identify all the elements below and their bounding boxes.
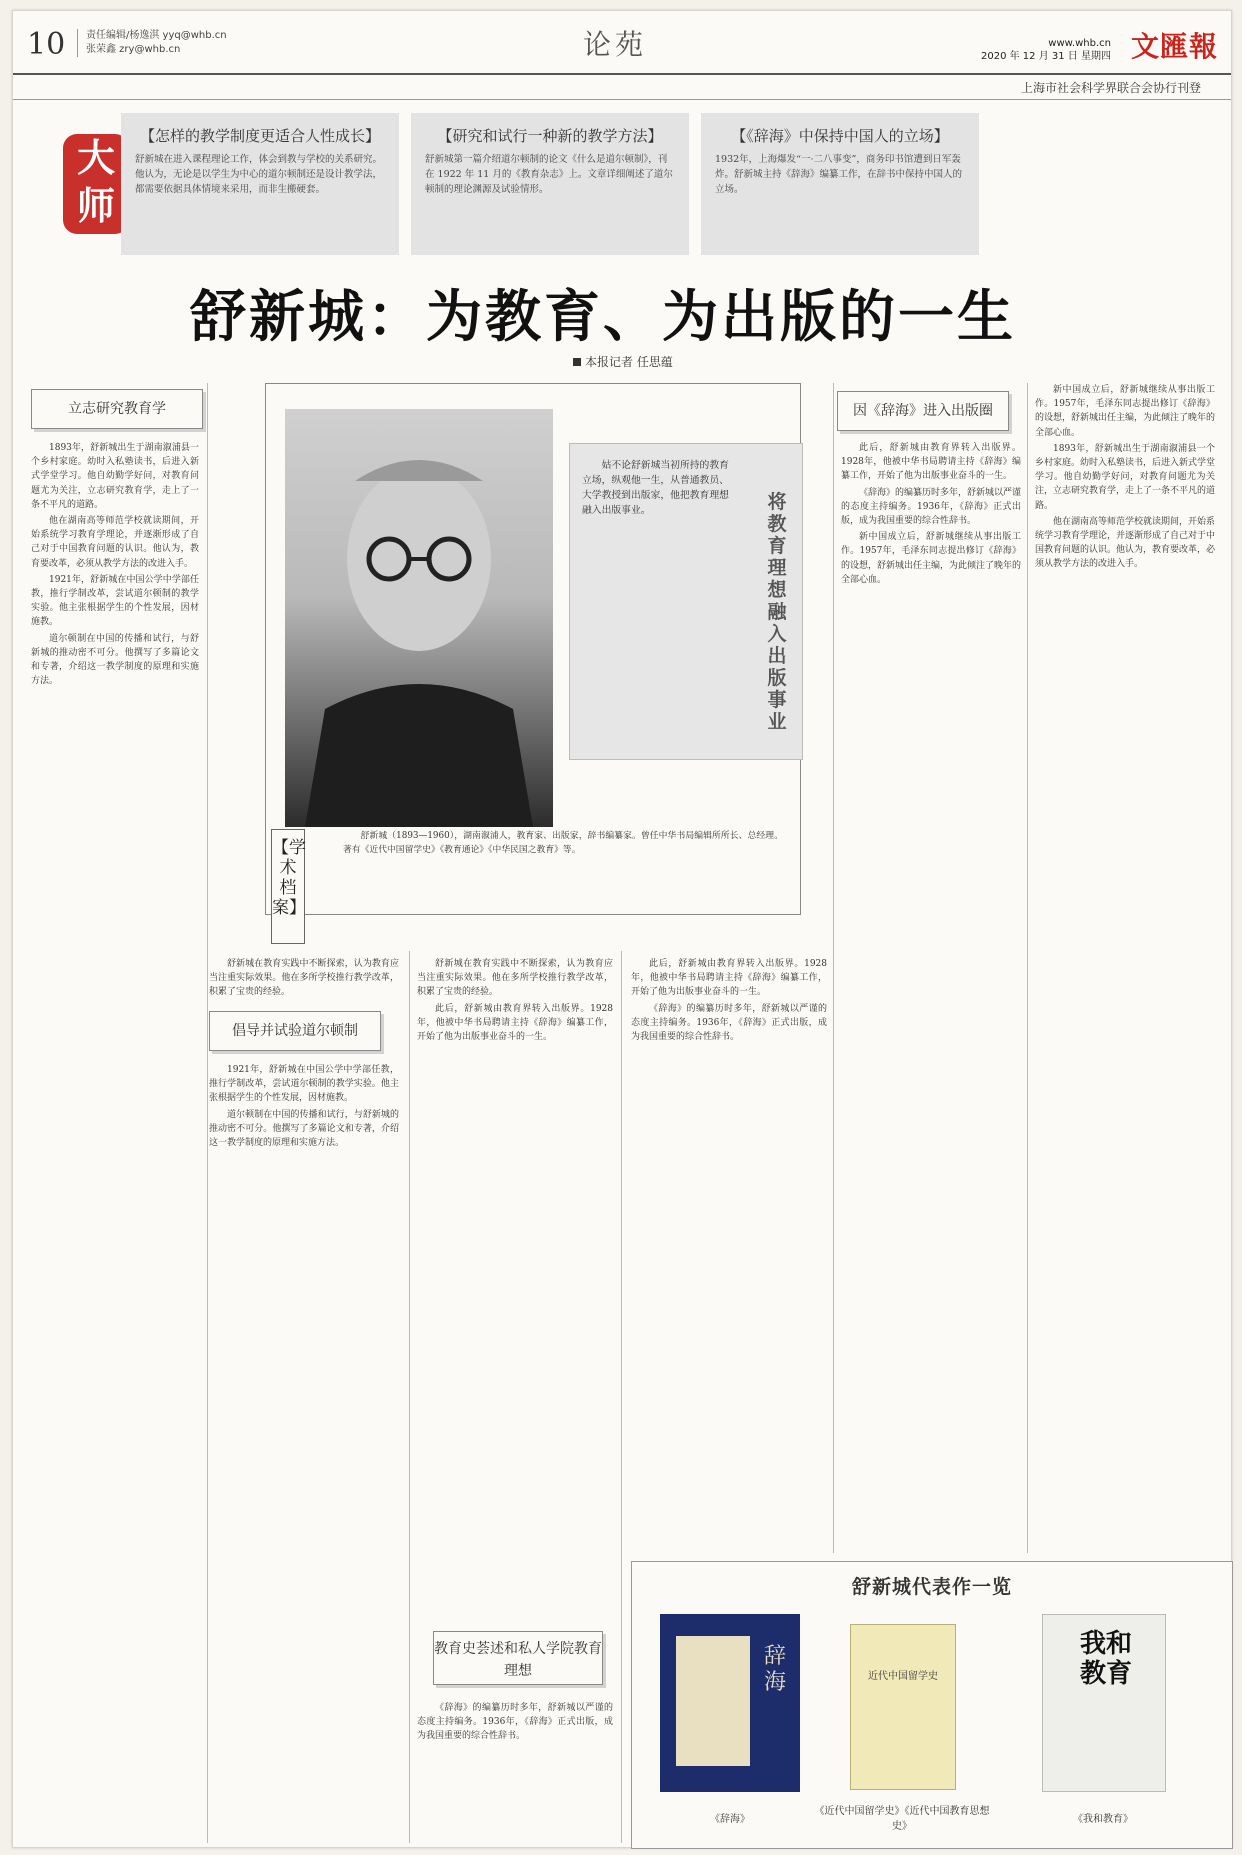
masthead [13,11,1231,75]
article-column-2-top: 舒新城在教育实践中不断探索，认为教育应当注重实际效果。他在多所学校推行教学改革，积累了宝贵的经验。 [209,959,399,997]
teaser-text: 舒新城在进入课程理论工作，体会到教与学校的关系研究。他认为，无论是以学生为中心的道尔顿制还是设计教学法，都需要依据具体情境来采用，而非生搬硬套。 [135,154,383,195]
editor-line-1: 责任编辑/杨逸淇 yyq@whb.cn [86,30,227,41]
teaser-title: 【《辞海》中保持中国人的立场】 [731,127,949,145]
article-column-3-bottom: 《辞海》的编纂历时多年，舒新城以严谨的态度主持编务。1936年，《辞海》正式出版，成为我国重要的综合性辞书。 [417,1703,613,1742]
book-cover-wohejiaoyu: 我和教育 [1042,1614,1166,1792]
teaser-title: 【怎样的教学制度更适合人性成长】 [139,127,380,145]
master-stamp-icon: 大 师 [63,134,129,234]
site-url[interactable]: www.whb.cn [1048,38,1111,49]
editor-line-2: 张荣鑫 zry@whb.cn [86,44,181,55]
works-panel [631,1561,1233,1849]
subhead-1: 立志研究教育学 [31,389,203,429]
date-block [981,37,1111,63]
teaser-box-1 [121,113,399,255]
column-rule [833,383,834,1553]
column-rule [409,951,410,1843]
subhead-3: 因《辞海》进入出版圈 [837,391,1009,431]
works-title: 舒新城代表作一览 [851,1576,1012,1598]
cosponsor-text: 上海市社会科学界联合会协行刊登 [1020,81,1201,95]
editor-credits [77,29,227,57]
book-label: 《辞海》 [710,1814,750,1825]
article-column-4: 此后，舒新城由教育界转入出版界。1928年，他被中华书局聘请主持《辞海》编纂工作，开始了他为出版事业奋斗的一生。 《辞海》的编纂历时多年，舒新城以严谨的态度主持编务。1936年，《辞海》正式出版，成为我国重要的综合性辞书。 [631,959,827,1043]
archive-tag: 【学术档案】 [271,829,305,944]
pull-quote-title: 将教育理想融入出版事业 [767,491,787,733]
photo-caption: 舒新城（1893—1960），湖南溆浦人，教育家、出版家，辞书编纂家。曾任中华书局编辑所所长、总经理。著有《近代中国留学史》《教育通论》《中华民国之教育》等。 [343,831,783,855]
article-column-3: 舒新城在教育实践中不断探索，认为教育应当注重实际效果。他在多所学校推行教学改革，积累了宝贵的经验。 此后，舒新城由教育界转入出版界。1928年，他被中华书局聘请主持《辞海》编纂工作，开始了他为出版事业奋斗的一生。 [417,959,613,1043]
teaser-text: 1932年，上海爆发“一·二八事变”，商务印书馆遭到日军轰炸。舒新城主持《辞海》编纂工作，在辞书中保持中国人的立场。 [715,154,963,195]
issue-date: 2020 年 12 月 31 日 星期四 [981,51,1111,62]
book-cover-cihai: 辞海 [660,1614,800,1792]
article-column-6: 新中国成立后，舒新城继续从事出版工作。1957年，毛泽东同志提出修订《辞海》的设想，舒新城出任主编，为此倾注了晚年的全部心血。 1893年，舒新城出生于湖南溆浦县一个乡村家庭。幼时入私塾读书，后进入新式学堂学习。他自幼勤学好问，对教育问题尤为关注，立志研究教育学，走上了一条不平凡的道路。 他在湖南高等师范学校就读期间，开始系统学习教育学理论，并逐渐形成了自己对于中国教育问题的认识。他认为，教育要改革，必须从教学方法的改进入手。 [1035,385,1215,570]
headline: 舒新城：为教育、为出版的一生 [190,284,1016,350]
byline: 本报记者 任思蕴 [573,353,673,370]
subhead-2: 倡导并试验道尔顿制 [209,1011,381,1051]
page-number: 10 [27,27,66,62]
teaser-box-3 [701,113,979,255]
portrait-photo-icon [285,409,553,827]
newspaper-page [12,10,1232,1848]
section-title: 论苑 [583,28,648,61]
article-column-5: 此后，舒新城由教育界转入出版界。1928年，他被中华书局聘请主持《辞海》编纂工作，开始了他为出版事业奋斗的一生。 《辞海》的编纂历时多年，舒新城以严谨的态度主持编务。1936年，《辞海》正式出版，成为我国重要的综合性辞书。 新中国成立后，舒新城继续从事出版工作。1957年，毛泽东同志提出修订《辞海》的设想，舒新城出任主编，为此倾注了晚年的全部心血。 [841,443,1021,585]
pull-quote-text: 姑不论舒新城当初所持的教育立场，纵观他一生，从普通教员、大学教授到出版家，他把教育理想融入出版事业。 [582,460,729,516]
book-label: 《我和教育》 [1073,1814,1133,1825]
teaser-text: 舒新城第一篇介绍道尔顿制的论文《什么是道尔顿制》，刊在 1922 年 11 月的《教育杂志》上。文章详细阐述了道尔顿制的理论渊源及试验情形。 [425,154,673,195]
portrait-photo [285,409,553,827]
article-column-1: 1893年，舒新城出生于湖南溆浦县一个乡村家庭。幼时入私塾读书，后进入新式学堂学习。他自幼勤学好问，对教育问题尤为关注，立志研究教育学，走上了一条不平凡的道路。 他在湖南高等师范学校就读期间，开始系统学习教育学理论，并逐渐形成了自己对于中国教育问题的认识。他认为，教育要改革，必须从教学方法的改进入手。 1921年，舒新城在中国公学中学部任教，推行学制改革，尝试道尔顿制的教学实验。他主张根据学生的个性发展，因材施教。 道尔顿制在中国的传播和试行，与舒新城的推动密不可分。他撰写了多篇论文和专著，介绍这一教学制度的原理和实施方法。 [31,443,199,687]
teaser-title: 【研究和试行一种新的教学方法】 [437,127,663,145]
book-cover-liuxueshi: 近代中国留学史 [850,1624,956,1790]
subhead-4: 教育史荟述和私人学院教育理想 [433,1631,603,1685]
column-rule [1027,383,1028,1553]
newspaper-logo: 文匯報 [1131,30,1219,63]
book-label: 《近代中国留学史》《近代中国教育思想史》 [814,1806,990,1832]
cosponsor-bar [13,75,1231,100]
column-rule [207,383,208,1843]
column-rule [621,951,622,1843]
article-column-2: 1921年，舒新城在中国公学中学部任教，推行学制改革，尝试道尔顿制的教学实验。他主张根据学生的个性发展，因材施教。 道尔顿制在中国的传播和试行，与舒新城的推动密不可分。他撰写了多篇论文和专著，介绍这一教学制度的原理和实施方法。 [209,1065,399,1149]
teaser-box-2 [411,113,689,255]
